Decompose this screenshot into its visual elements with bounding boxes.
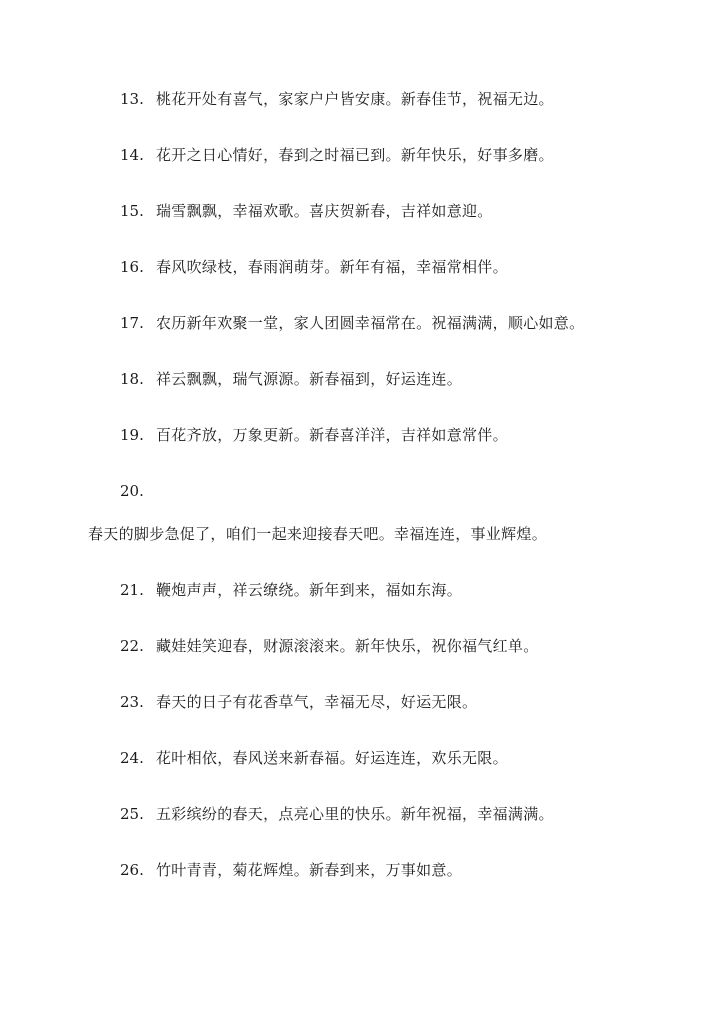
item-number: 21.	[120, 581, 144, 599]
item-number: 16.	[120, 258, 144, 276]
item-number: 19.	[120, 426, 144, 444]
list-item-24	[120, 748, 700, 768]
item-text: 瑞雪飘飘，幸福欢歌。喜庆贺新春，吉祥如意迎。	[156, 202, 493, 220]
list-item-17	[120, 313, 700, 333]
item-number: 23.	[120, 693, 144, 711]
item-number: 22.	[120, 637, 144, 655]
item-number: 14.	[120, 146, 144, 164]
item-text: 五彩缤纷的春天，点亮心里的快乐。新年祝福，幸福满满。	[156, 805, 554, 823]
item-text: 春天的日子有花香草气，幸福无尽，好运无限。	[156, 693, 478, 711]
item-text: 花开之日心情好，春到之时福已到。新年快乐，好事多磨。	[156, 146, 554, 164]
list-item-22	[120, 636, 700, 656]
item-number: 15.	[120, 202, 144, 220]
item-text: 祥云飘飘，瑞气源源。新春福到，好运连连。	[156, 370, 463, 388]
list-item-15	[120, 201, 700, 221]
list-item-14	[120, 145, 700, 165]
item-number: 18.	[120, 370, 144, 388]
item-text: 鞭炮声声，祥云缭绕。新年到来，福如东海。	[156, 581, 463, 599]
item-text: 百花齐放，万象更新。新春喜洋洋，吉祥如意常伴。	[156, 426, 508, 444]
item-text: 春风吹绿枝，春雨润萌芽。新年有福，幸福常相伴。	[156, 258, 508, 276]
list-item-18	[120, 369, 700, 389]
list-item-25	[120, 804, 700, 824]
item-text: 花叶相依，春风送来新春福。好运连连，欢乐无限。	[156, 749, 508, 767]
list-item-23	[120, 692, 700, 712]
item-number: 17.	[120, 314, 144, 332]
list-item-26	[120, 860, 700, 880]
item-text: 桃花开处有喜气，家家户户皆安康。新春佳节，祝福无边。	[156, 90, 554, 108]
item-text: 藏娃娃笑迎春，财源滚滚来。新年快乐，祝你福气红单。	[156, 637, 539, 655]
item-number: 13.	[120, 90, 144, 108]
list-item-20	[120, 481, 700, 501]
list-item-19	[120, 425, 700, 445]
list-item-21	[120, 580, 700, 600]
list-item-20-continuation: 春天的脚步急促了，咱们一起来迎接春天吧。幸福连连，事业辉煌。	[88, 525, 548, 543]
item-number: 20.	[120, 482, 144, 500]
item-number: 25.	[120, 805, 144, 823]
list-item-13	[120, 89, 700, 109]
item-text: 农历新年欢聚一堂，家人团圆幸福常在。祝福满满，顺心如意。	[156, 314, 585, 332]
item-text: 竹叶青青，菊花辉煌。新春到来，万事如意。	[156, 861, 463, 879]
item-number: 24.	[120, 749, 144, 767]
item-number: 26.	[120, 861, 144, 879]
list-item-16	[120, 257, 700, 277]
